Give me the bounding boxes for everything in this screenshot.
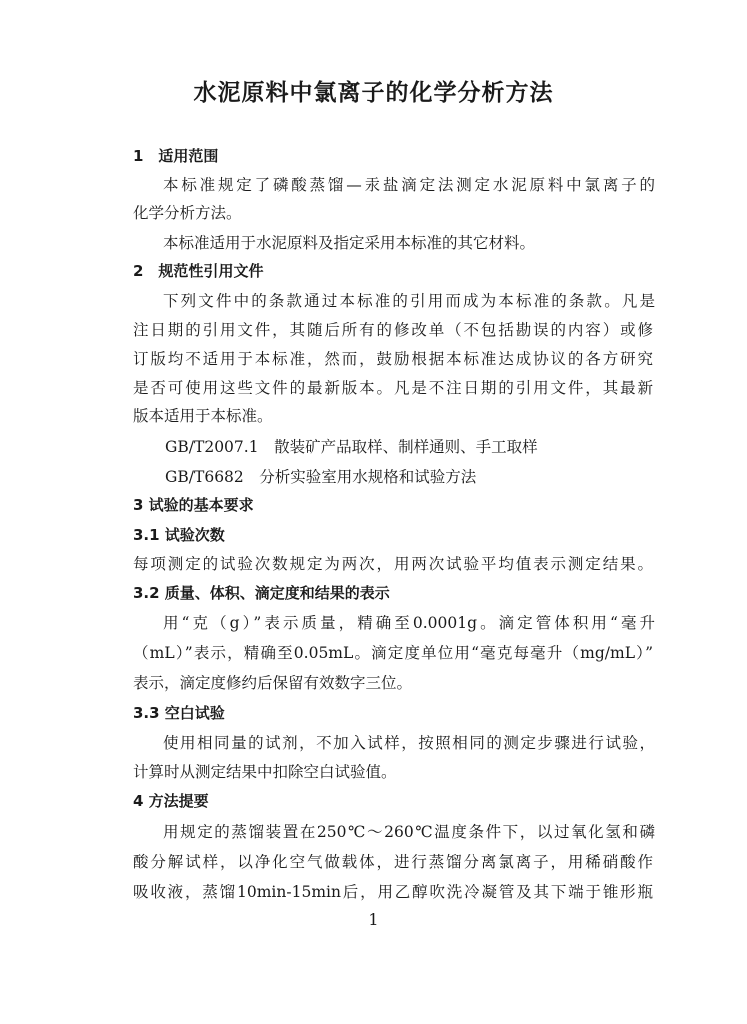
section-4-heading: 4 方法提要	[133, 792, 209, 810]
section-3-3-heading: 3.3 空白试验	[133, 704, 225, 722]
paragraph-line: 本标准规定了磷酸蒸馏—汞盐滴定法测定水泥原料中氯离子的	[163, 176, 655, 194]
reference-item: GB/T6682 分析实验室用水规格和试验方法	[165, 468, 477, 486]
paragraph-line: 表示，滴定度修约后保留有效数字三位。	[133, 674, 413, 692]
section-3-heading: 3 试验的基本要求	[133, 496, 254, 514]
paragraph-line: 订版均不适用于本标准，然而，鼓励根据本标准达成协议的各方研究	[133, 350, 653, 368]
paragraph-line: 本标准适用于水泥原料及指定采用本标准的其它材料。	[163, 234, 536, 252]
section-2-heading: 2 规范性引用文件	[133, 262, 264, 280]
reference-item: GB/T2007.1 散装矿产品取样、制样通则、手工取样	[165, 438, 538, 456]
paragraph-line: 用“克（g）”表示质量，精确至0.0001g。滴定管体积用“毫升	[163, 614, 655, 632]
paragraph-line: 下列文件中的条款通过本标准的引用而成为本标准的条款。凡是	[163, 292, 655, 310]
document-title: 水泥原料中氯离子的化学分析方法	[193, 80, 554, 106]
paragraph-line: （mL）”表示，精确至0.05mL。滴定度单位用“毫克每毫升（mg/mL）”	[133, 644, 653, 662]
paragraph-line: 版本适用于本标准。	[133, 407, 273, 425]
paragraph-line: 化学分析方法。	[133, 204, 242, 222]
paragraph-line: 每项测定的试验次数规定为两次，用两次试验平均值表示测定结果。	[133, 555, 653, 573]
section-1-heading: 1 适用范围	[133, 147, 219, 165]
section-3-2-heading: 3.2 质量、体积、滴定度和结果的表示	[133, 584, 390, 602]
section-3-1-heading: 3.1 试验次数	[133, 526, 225, 544]
paragraph-line: 用规定的蒸馏装置在250℃～260℃温度条件下，以过氧化氢和磷	[163, 823, 655, 841]
paragraph-line: 注日期的引用文件，其随后所有的修改单（不包括勘误的内容）或修	[133, 321, 653, 339]
paragraph-line: 酸分解试样，以净化空气做载体，进行蒸馏分离氯离子，用稀硝酸作	[133, 853, 653, 871]
paragraph-line: 吸收液，蒸馏10min-15min后，用乙醇吹洗冷凝管及其下端于锥形瓶	[133, 883, 653, 901]
paragraph-line: 是否可使用这些文件的最新版本。凡是不注日期的引用文件，其最新	[133, 379, 653, 397]
paragraph-line: 计算时从测定结果中扣除空白试验值。	[133, 763, 397, 781]
page-number: 1	[368, 910, 379, 929]
paragraph-line: 使用相同量的试剂，不加入试样，按照相同的测定步骤进行试验，	[163, 734, 655, 752]
